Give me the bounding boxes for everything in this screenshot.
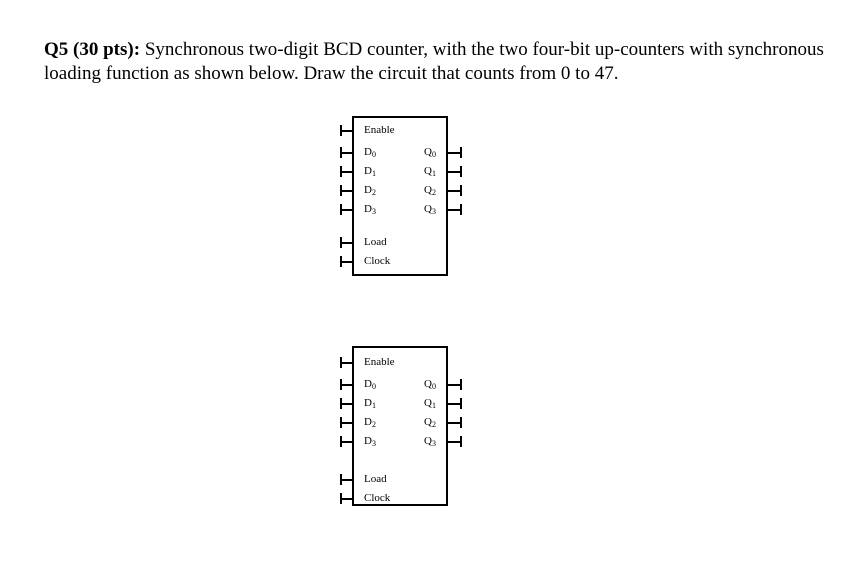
q2-pin xyxy=(448,190,460,192)
q1-pin-end xyxy=(460,398,462,409)
d3-pin-end xyxy=(340,436,342,447)
d1-pin xyxy=(340,403,352,405)
q2-pin-end xyxy=(460,185,462,196)
q1-label: $Q_1$ xyxy=(424,397,436,410)
q2-label: $Q_2$ xyxy=(424,416,436,429)
d3-pin xyxy=(340,441,352,443)
d2-label: $D_2$ xyxy=(364,184,376,197)
d1-pin-end xyxy=(340,398,342,409)
q3-pin xyxy=(448,209,460,211)
q0-label: $Q_0$ xyxy=(424,378,436,391)
question-body: Synchronous two-digit BCD counter, with the two four-bit up-counters with synchronous loading function as shown below. Draw the circuit that counts from 0 to 47. xyxy=(44,39,824,84)
d0-label: $D_0$ xyxy=(364,378,376,391)
q0-pin-end xyxy=(460,147,462,158)
q1-pin xyxy=(448,403,460,405)
d0-pin xyxy=(340,152,352,154)
clock-label: Clock xyxy=(364,255,391,267)
q3-pin-end xyxy=(460,436,462,447)
d1-label: $D_1$ xyxy=(364,397,376,410)
clock-pin-end xyxy=(340,493,342,504)
q0-label: $Q_0$ xyxy=(424,146,436,159)
load-pin xyxy=(340,242,352,244)
d1-label: $D_1$ xyxy=(364,165,376,178)
clock-label: Clock xyxy=(364,492,391,504)
d0-pin-end xyxy=(340,147,342,158)
q3-pin xyxy=(448,441,460,443)
counter-block-1 xyxy=(340,116,462,282)
q2-pin xyxy=(448,422,460,424)
q3-pin-end xyxy=(460,204,462,215)
enable-pin-end xyxy=(340,125,342,136)
enable-pin xyxy=(340,130,352,132)
load-pin-end xyxy=(340,237,342,248)
q2-pin-end xyxy=(460,417,462,428)
q2-label: $Q_2$ xyxy=(424,184,436,197)
q0-pin xyxy=(448,152,460,154)
q1-pin-end xyxy=(460,166,462,177)
d0-label: $D_0$ xyxy=(364,146,376,159)
q3-label: $Q_3$ xyxy=(424,203,436,216)
d3-label: $D_3$ xyxy=(364,203,376,216)
load-label: Load xyxy=(364,236,387,248)
q0-pin xyxy=(448,384,460,386)
d2-pin xyxy=(340,422,352,424)
clock-pin xyxy=(340,261,352,263)
load-label: Load xyxy=(364,473,387,485)
d3-pin-end xyxy=(340,204,342,215)
counter-block-2 xyxy=(340,346,462,512)
load-pin xyxy=(340,479,352,481)
d0-pin-end xyxy=(340,379,342,390)
load-pin-end xyxy=(340,474,342,485)
clock-pin-end xyxy=(340,256,342,267)
question-number: Q5 (30 pts): xyxy=(44,39,141,60)
question-text xyxy=(44,38,844,86)
d1-pin xyxy=(340,171,352,173)
d0-pin xyxy=(340,384,352,386)
q1-label: $Q_1$ xyxy=(424,165,436,178)
d3-pin xyxy=(340,209,352,211)
enable-label: Enable xyxy=(364,356,395,368)
d2-pin xyxy=(340,190,352,192)
d3-label: $D_3$ xyxy=(364,435,376,448)
enable-label: Enable xyxy=(364,124,395,136)
q1-pin xyxy=(448,171,460,173)
d2-label: $D_2$ xyxy=(364,416,376,429)
d1-pin-end xyxy=(340,166,342,177)
clock-pin xyxy=(340,498,352,500)
enable-pin-end xyxy=(340,357,342,368)
q0-pin-end xyxy=(460,379,462,390)
d2-pin-end xyxy=(340,417,342,428)
q3-label: $Q_3$ xyxy=(424,435,436,448)
enable-pin xyxy=(340,362,352,364)
d2-pin-end xyxy=(340,185,342,196)
